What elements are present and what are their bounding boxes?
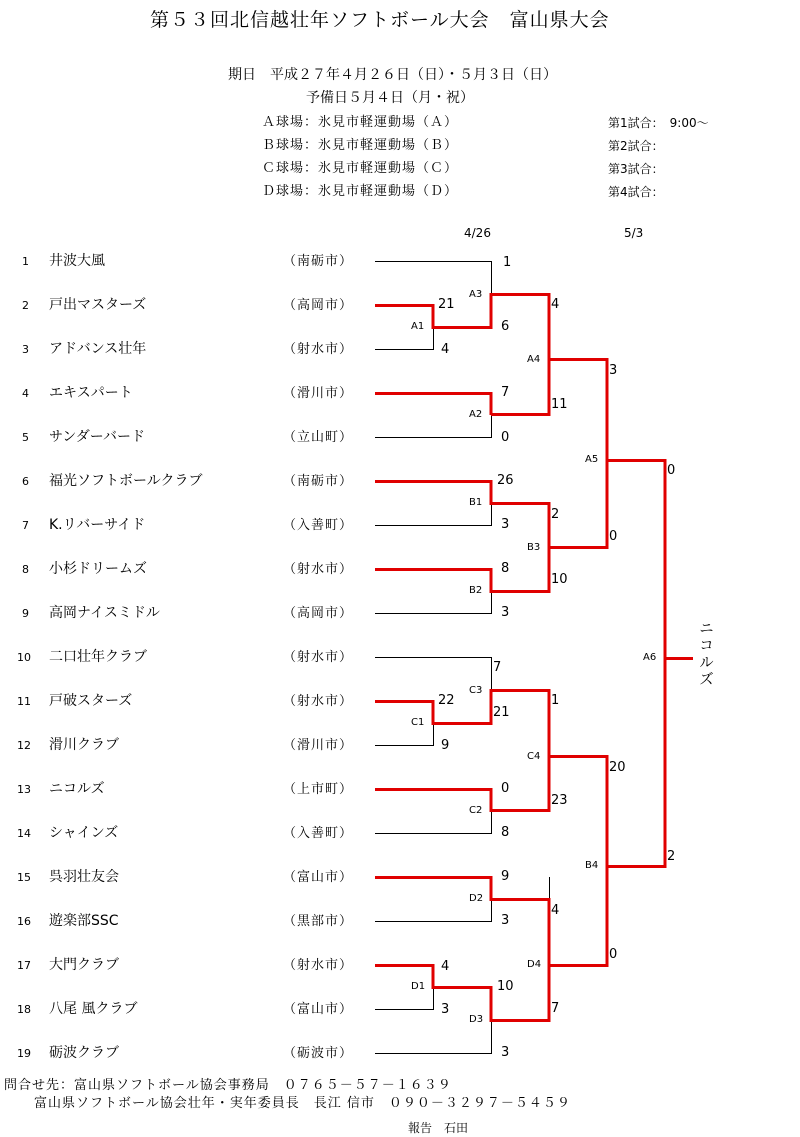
score-c1-bottom: 9 xyxy=(441,738,450,753)
score-d3-bottom: 3 xyxy=(501,1045,510,1060)
footer-contact: 問合せ先：富山県ソフトボール協会事務局 ０７６５－５７－１６３９ xyxy=(4,1078,452,1093)
match-label-b4: B4 xyxy=(585,860,599,871)
score-d1-top: 4 xyxy=(441,959,450,974)
champion-name: ニコルズ xyxy=(697,620,715,688)
score-b4-bottom: 0 xyxy=(609,947,618,962)
score-a3-top: 1 xyxy=(503,255,512,270)
team-name: K.リバーサイド xyxy=(49,517,146,533)
team-name: 滑川クラブ xyxy=(49,737,119,753)
team-number: 16 xyxy=(17,915,31,928)
score-b3-bottom: 10 xyxy=(551,572,568,587)
team-number: 1 xyxy=(22,255,29,268)
schedule-reserve: 予備日５月４日（月・祝） xyxy=(306,90,474,106)
score-d2-bottom: 3 xyxy=(501,913,510,928)
winner-path xyxy=(549,757,607,867)
score-a5-top: 3 xyxy=(609,363,618,378)
team-name: 福光ソフトボールクラブ xyxy=(49,473,203,489)
score-d4-bottom: 7 xyxy=(551,1001,560,1016)
match-label-d2: D2 xyxy=(469,893,484,904)
game-time-3: 第3試合： xyxy=(608,162,664,176)
venue-d: Ｄ球場：氷見市軽運動場（Ｄ） xyxy=(262,184,459,199)
team-number: 17 xyxy=(17,959,31,972)
match-label-c4: C4 xyxy=(527,751,541,762)
match-label-d1: D1 xyxy=(411,981,426,992)
team-number: 15 xyxy=(17,871,31,884)
venue-b: Ｂ球場：氷見市軽運動場（Ｂ） xyxy=(262,138,459,153)
round-date-first: 4/26 xyxy=(464,226,491,240)
score-b1-top: 26 xyxy=(497,473,514,488)
score-a4-bottom: 11 xyxy=(551,397,568,412)
score-b4-top: 20 xyxy=(609,760,626,775)
team-number: 12 xyxy=(17,739,31,752)
match-label-a6: A6 xyxy=(643,652,657,663)
score-a6-top: 0 xyxy=(667,463,676,478)
team-name: 戸出マスターズ xyxy=(49,297,147,313)
team-city: （滑川市） xyxy=(283,386,354,401)
venue-c: Ｃ球場：氷見市軽運動場（Ｃ） xyxy=(262,161,459,176)
team-number: 13 xyxy=(17,783,31,796)
team-name: 戸破スターズ xyxy=(49,693,133,709)
score-b1-bottom: 3 xyxy=(501,517,510,532)
team-city: （砺波市） xyxy=(283,1046,354,1061)
team-name: 小杉ドリームズ xyxy=(49,561,147,577)
team-number: 3 xyxy=(22,343,29,356)
score-c2-bottom: 8 xyxy=(501,825,510,840)
team-city: （高岡市） xyxy=(283,298,354,313)
team-city: （黒部市） xyxy=(283,914,354,929)
schedule-dates: 期日 平成２７年４月２６日（日）・５月３日（日） xyxy=(228,67,557,83)
team-city: （入善町） xyxy=(283,518,354,533)
bracket-line xyxy=(375,327,434,350)
score-c3-top: 7 xyxy=(493,660,502,675)
team-name: 大門クラブ xyxy=(49,957,119,973)
team-number: 2 xyxy=(22,299,29,312)
score-a6-bottom: 2 xyxy=(667,849,676,864)
score-c3-bottom: 21 xyxy=(493,705,510,720)
team-number: 19 xyxy=(17,1047,31,1060)
team-number: 5 xyxy=(22,431,29,444)
team-name: 二口壮年クラブ xyxy=(49,649,147,665)
game-time-4: 第4試合： xyxy=(608,185,664,199)
match-label-a4: A4 xyxy=(527,354,541,365)
score-d2-top: 9 xyxy=(501,869,510,884)
team-name: 砺波クラブ xyxy=(49,1045,119,1061)
winner-path xyxy=(375,548,549,592)
team-city: （射水市） xyxy=(283,342,354,357)
team-name: シャインズ xyxy=(49,825,119,841)
team-city: （射水市） xyxy=(283,562,354,577)
team-city: （射水市） xyxy=(283,650,354,665)
team-city: （滑川市） xyxy=(283,738,354,753)
team-city: （南砺市） xyxy=(283,254,354,269)
match-label-a2: A2 xyxy=(469,409,483,420)
match-label-a3: A3 xyxy=(469,289,483,300)
score-b3-top: 2 xyxy=(551,507,560,522)
score-a2-bottom: 0 xyxy=(501,430,510,445)
score-d1-bottom: 3 xyxy=(441,1002,450,1017)
winner-path xyxy=(375,295,549,415)
score-a1-bottom: 4 xyxy=(441,342,450,357)
team-number: 14 xyxy=(17,827,31,840)
team-number: 9 xyxy=(22,607,29,620)
team-name: アドバンス壮年 xyxy=(49,341,147,357)
team-city: （上市町） xyxy=(283,782,354,797)
team-city: （高岡市） xyxy=(283,606,354,621)
bracket-line xyxy=(375,1020,492,1054)
team-city: （入善町） xyxy=(283,826,354,841)
footer-report: 報告 石田 xyxy=(408,1121,469,1135)
match-label-c2: C2 xyxy=(469,805,483,816)
team-name: 井波大風 xyxy=(49,253,105,269)
team-number: 4 xyxy=(22,387,29,400)
match-label-a1: A1 xyxy=(411,321,425,332)
match-label-a5: A5 xyxy=(585,454,599,465)
score-a5-bottom: 0 xyxy=(609,529,618,544)
game-time-1: 第1試合： 9:00～ xyxy=(608,116,709,130)
round-date-second: 5/3 xyxy=(624,226,644,240)
score-b2-top: 8 xyxy=(501,561,510,576)
team-name: 遊楽部SSC xyxy=(49,913,119,929)
page-title: 第５３回北信越壮年ソフトボール大会 富山県大会 xyxy=(150,9,610,31)
team-name: 八尾 風クラブ xyxy=(49,1001,138,1017)
score-c1-top: 22 xyxy=(438,693,455,708)
winner-path xyxy=(375,691,549,811)
score-d4-top: 4 xyxy=(551,903,560,918)
team-number: 11 xyxy=(17,695,31,708)
team-city: （南砺市） xyxy=(283,474,354,489)
score-c2-top: 0 xyxy=(501,781,510,796)
team-number: 10 xyxy=(17,651,31,664)
score-a2-top: 7 xyxy=(501,385,510,400)
score-a4-top: 4 xyxy=(551,297,560,312)
team-name: 呉羽壮友会 xyxy=(49,869,119,885)
venue-a: Ａ球場：氷見市軽運動場（Ａ） xyxy=(262,115,459,130)
match-label-b2: B2 xyxy=(469,585,483,596)
team-city: （射水市） xyxy=(283,958,354,973)
team-name: 高岡ナイスミドル xyxy=(49,605,160,621)
match-label-d4: D4 xyxy=(527,959,542,970)
team-number: 18 xyxy=(17,1003,31,1016)
footer-committee: 富山県ソフトボール協会壮年・実年委員長 長江 信市 ０９０－３２９７－５４５９ xyxy=(34,1096,571,1111)
team-city: （富山市） xyxy=(283,870,354,885)
team-city: （射水市） xyxy=(283,694,354,709)
team-number: 7 xyxy=(22,519,29,532)
team-number: 8 xyxy=(22,563,29,576)
bracket-line xyxy=(375,723,434,746)
match-label-b1: B1 xyxy=(469,497,483,508)
match-label-d3: D3 xyxy=(469,1014,484,1025)
team-name: エキスパート xyxy=(49,385,133,401)
team-name: サンダーバード xyxy=(49,429,146,445)
match-label-c1: C1 xyxy=(411,717,425,728)
team-number: 6 xyxy=(22,475,29,488)
score-a1-top: 21 xyxy=(438,297,455,312)
match-label-b3: B3 xyxy=(527,542,541,553)
score-c4-bottom: 23 xyxy=(551,793,568,808)
team-city: （立山町） xyxy=(283,430,354,445)
score-d3-top: 10 xyxy=(497,979,514,994)
match-label-c3: C3 xyxy=(469,685,483,696)
score-c4-top: 1 xyxy=(551,693,560,708)
score-a3-bottom: 6 xyxy=(501,319,510,334)
game-time-2: 第2試合： xyxy=(608,139,664,153)
team-name: ニコルズ xyxy=(49,781,105,797)
score-b2-bottom: 3 xyxy=(501,605,510,620)
team-city: （富山市） xyxy=(283,1002,354,1017)
